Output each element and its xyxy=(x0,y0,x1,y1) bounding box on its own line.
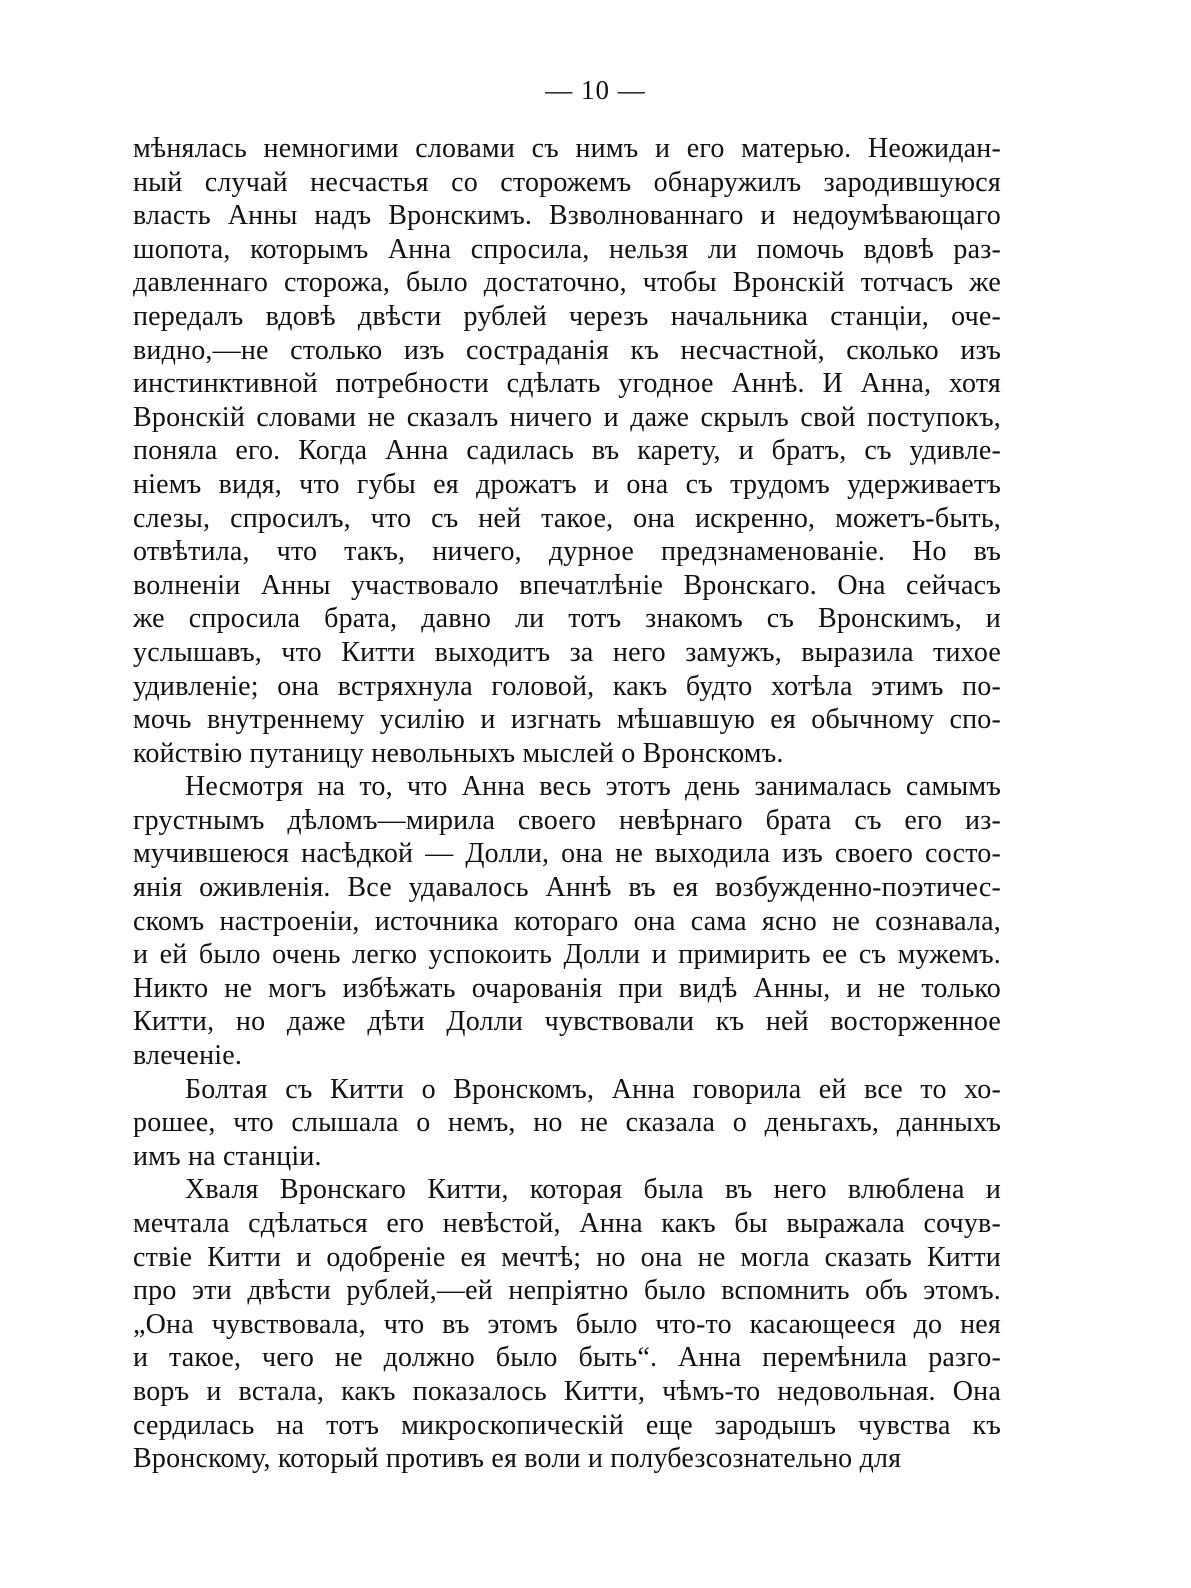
page-number: — 10 — xyxy=(545,75,646,105)
text-line: ніемъ видя, что губы ея дрожатъ и она съ трудомъ удерживаетъ xyxy=(133,468,1001,500)
text-line: Болтая съ Китти о Вронскомъ, Анна говорила ей все то хо- xyxy=(185,1073,1001,1105)
text-line: шопота, которымъ Анна спросила, нельзя ли помочь вдовѣ раз- xyxy=(133,233,1001,265)
text-line: скомъ настроеніи, источника котораго она сама ясно не сознавала, xyxy=(133,905,1001,937)
text-line: инстинктивной потребности сдѣлать угодное Аннѣ. И Анна, хотя xyxy=(133,368,1001,400)
text-line: имъ на станціи. xyxy=(133,1140,322,1172)
text-line: койствію путаницу невольныхъ мыслей о Вронскомъ. xyxy=(133,737,784,769)
page-text xyxy=(133,132,1001,1476)
text-line: Китти, но даже дѣти Долли чувствовали къ ней восторженное xyxy=(133,1006,1001,1038)
text-line: про эти двѣсти рублей,—ей непріятно было вспомнить объ этомъ. xyxy=(133,1275,1001,1307)
text-line: влеченіе. xyxy=(133,1040,243,1072)
text-line: удивленіе; она встряхнула головой, какъ будто хотѣла этимъ по- xyxy=(133,670,1001,702)
text-line: рошее, что слышала о немъ, но не сказала о деньгахъ, данныхъ xyxy=(133,1107,1001,1139)
text-line: Хваля Вронскаго Китти, которая была въ него влюблена и xyxy=(185,1174,1001,1206)
text-line: „Она чувствовала, что въ этомъ было что-то касающееся до нея xyxy=(133,1308,1001,1340)
text-line: мучившеюся насѣдкой — Долли, она не выходила изъ своего состо- xyxy=(133,838,1001,870)
text-line: мочь внутреннему усилію и изгнать мѣшавшую ея обычному спо- xyxy=(133,704,1001,736)
text-line: грустнымъ дѣломъ—мирила своего невѣрнаго брата съ его из- xyxy=(133,804,1001,836)
paragraph xyxy=(133,1173,1001,1475)
text-line: воръ и встала, какъ показалось Китти, чѣмъ-то недовольная. Она xyxy=(133,1375,1001,1407)
paragraph xyxy=(133,770,1001,1072)
text-line: видно,—не столько изъ состраданія къ несчастной, сколько изъ xyxy=(133,334,1001,366)
text-line: Несмотря на то, что Анна весь этотъ день занималась самымъ xyxy=(185,771,1001,803)
text-line: Никто не могъ избѣжать очарованія при видѣ Анны, и не только xyxy=(133,972,1001,1004)
text-line: мѣнялась немногими словами съ нимъ и его матерью. Неожидан- xyxy=(133,133,1001,164)
text-line: ствіе Китти и одобреніе ея мечтѣ; но она не могла сказать Китти xyxy=(133,1241,1001,1273)
text-line: власть Анны надъ Вронскимъ. Взволнованнаго и недоумѣвающаго xyxy=(133,200,1001,232)
text-line: волненіи Анны участвовало впечатлѣніе Вронскаго. Она сейчасъ xyxy=(133,569,1001,601)
paragraph xyxy=(133,132,1001,770)
text-line: поняла его. Когда Анна садилась въ карету, и братъ, съ удивле- xyxy=(133,435,1001,467)
paragraph xyxy=(133,1073,1001,1174)
text-line: и такое, чего не должно было быть“. Анна перемѣнила разго- xyxy=(133,1342,1001,1374)
text-line: Вронскій словами не сказалъ ничего и даже скрылъ свой поступокъ, xyxy=(133,401,1001,433)
text-line: и ей было очень легко успокоить Долли и примирить ее съ мужемъ. xyxy=(133,939,1001,971)
text-line: услышавъ, что Китти выходитъ за него замужъ, выразила тихое xyxy=(133,636,1001,668)
text-line: сердилась на тотъ микроскопическій еще зародышъ чувства къ xyxy=(133,1409,1001,1441)
text-line: мечтала сдѣлаться его невѣстой, Анна какъ бы выражала сочув- xyxy=(133,1208,1001,1239)
text-line: давленнаго сторожа, было достаточно, чтобы Вронскій тотчасъ же xyxy=(133,267,1001,299)
text-line: слезы, спросилъ, что съ ней такое, она искренно, можетъ-быть, xyxy=(133,502,1001,534)
text-line: передалъ вдовѣ двѣсти рублей черезъ начальника станціи, оче- xyxy=(133,300,1001,332)
text-line: янія оживленія. Все удавалось Аннѣ въ ея возбужденно-поэтичес- xyxy=(133,872,1001,904)
text-line: же спросила брата, давно ли тотъ знакомъ съ Вронскимъ, и xyxy=(133,603,1001,635)
text-line: ный случай несчастья со сторожемъ обнаружилъ зародившуюся xyxy=(133,166,1001,198)
text-line: отвѣтила, что такъ, ничего, дурное предзнаменованіе. Но въ xyxy=(133,536,1001,568)
text-line: Вронскому, который противъ ея воли и полубезсознательно для xyxy=(133,1443,902,1475)
